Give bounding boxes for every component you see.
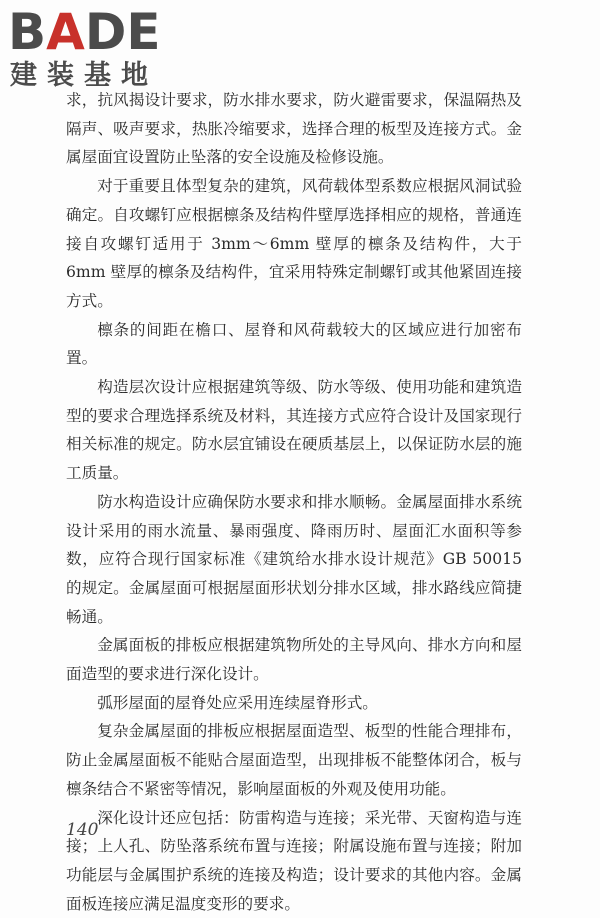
logo-subtitle: 建装基地: [10, 60, 158, 91]
paragraph-purlin-spacing: 檩条的间距在檐口、屋脊和风荷载较大的区域应进行加密布置。: [66, 320, 522, 368]
paragraph-continued: 求，抗风揭设计要求，防水排水要求，防火避雷要求，保温隔热及隔声、吸声要求，热胀冷缩要求，选择合理的板型及连接方式。金属屋面宜设置防止坠落的安全设施及检修设施。: [66, 91, 522, 167]
page-number: 140: [66, 820, 99, 840]
paragraph-layers: 构造层次设计应根据建筑等级、防水等级、使用功能和建筑造型的要求合理选择系统及材料，其连接方式应符合设计及国家现行相关标准的规定。防水层宜铺设在硬质基层上，以保证防水层的施工质量。: [66, 378, 522, 483]
paragraph-detail-design: 深化设计还应包括：防雷构造与连接；采光带、天窗构造与连接；上人孔、防坠落系统布置与连接；附属设施布置与连接；附加功能层与金属围护系统的连接及构造；设计要求的其他内容。金属面板连接应满足温度变形的要求。: [66, 808, 522, 913]
paragraph-wind-load: 对于重要且体型复杂的建筑，风荷载体型系数应根据风洞试验确定。自攻螺钉应根据檩条及结构件壁厚选择相应的规格，普通连接自攻螺钉适用于 3mm～6mm 壁厚的檩条及结构件，大于 6mm 壁厚的檩条及结构件，宜采用特殊定制螺钉或其他紧固连接方式。: [66, 177, 522, 310]
page-body: [66, 86, 522, 918]
paragraph-arc-roof: 弧形屋面的屋脊处应采用连续屋脊形式。: [97, 693, 378, 712]
paragraph-waterproof: 防水构造设计应确保防水要求和排水顺畅。金属屋面排水系统设计采用的雨水流量、暴雨强度、降雨历时、屋面汇水面积等参数，应符合现行国家标准《建筑给水排水设计规范》GB 50015 的规定。金属屋面可根据屋面形状划分排水区域，排水路线应简捷畅通。: [66, 492, 522, 626]
brand-logo: [8, 3, 178, 96]
paragraph-complex-roof: 复杂金属屋面的排板应根据屋面造型、板型的性能合理排布，防止金属屋面板不能贴合屋面造型，出现排板不能整体闭合，板与檩条结合不紧密等情况，影响屋面板的外观及使用功能。: [66, 722, 522, 798]
logo-wordmark: BADE: [8, 3, 161, 61]
paragraph-panel-layout: 金属面板的排板应根据建筑物所处的主导风向、排水方向和屋面造型的要求进行深化设计。: [66, 636, 522, 684]
